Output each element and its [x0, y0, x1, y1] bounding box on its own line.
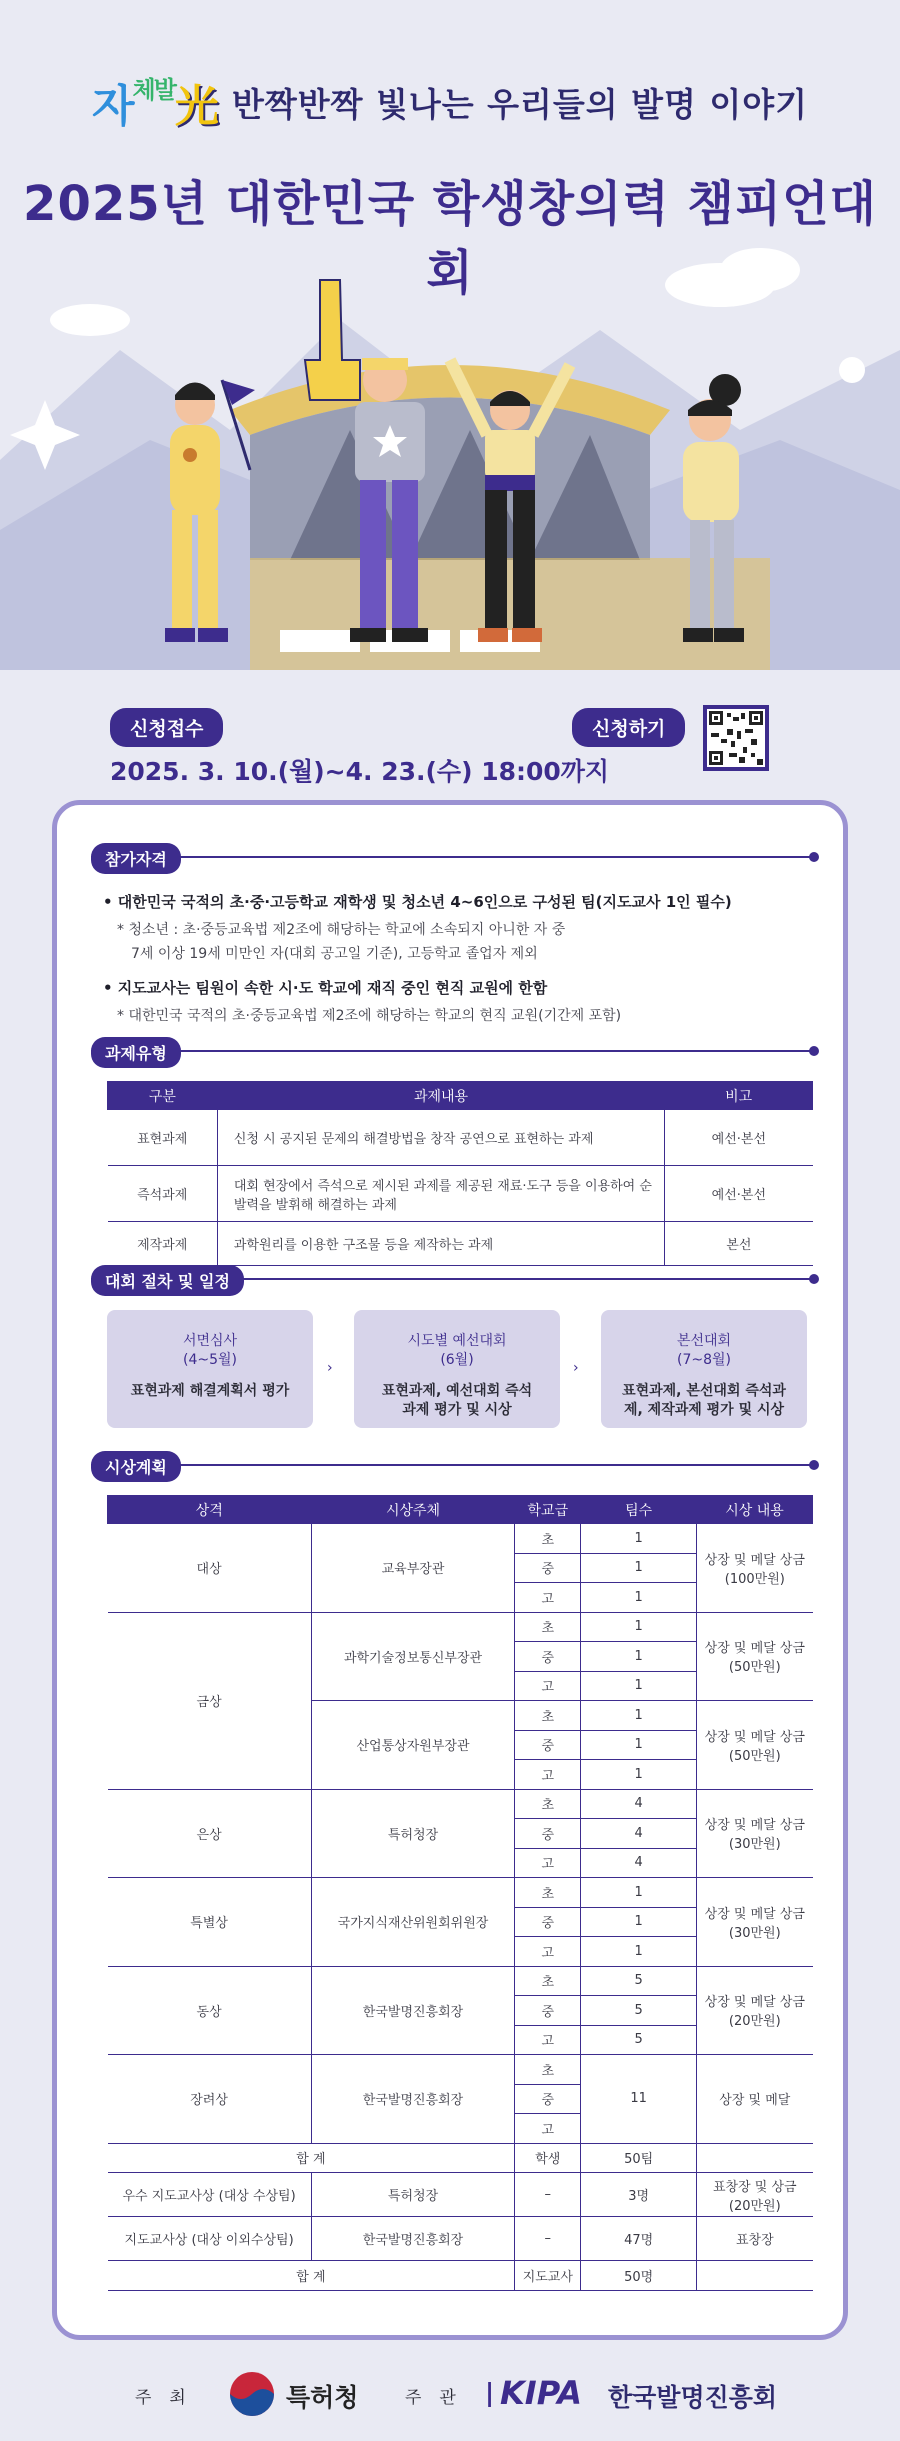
table-row: 장려상 한국발명진흥회장 초 11 상장 및 메달 — [108, 2055, 813, 2085]
process-step: 본선대회 (7~8월) 표현과제, 본선대회 즉석과제, 제작과제 평가 및 시상 — [601, 1310, 807, 1428]
page-title: 2025년 대한민국 학생창의력 챔피언대회 — [23, 176, 877, 301]
section-process — [91, 1265, 819, 1293]
apply-button[interactable]: 신청하기 — [572, 708, 685, 747]
table-row: 대상 교육부장관 초 1 상장 및 메달 상금(100만원) — [108, 1524, 813, 1554]
table-row: 동상 한국발명진흥회장 초 5 상장 및 메달 상금(20만원) — [108, 1966, 813, 1996]
process-step: 시도별 예선대회 (6월) 표현과제, 예선대회 즉석과제 평가 및 시상 — [354, 1310, 560, 1428]
table-row: 중 4 — [108, 1819, 813, 1849]
table-row: 고 1 — [108, 1583, 813, 1613]
eligibility-note: 7세 이상 19세 미만인 자(대회 공고일 기준), 고등학교 졸업자 제외 — [131, 946, 538, 962]
application-period: 2025. 3. 10.(월)~4. 23.(수) 18:00까지 — [110, 757, 610, 786]
host-name: 특허청 — [286, 2383, 359, 2412]
table-row: 즉석과제 대회 현장에서 즉석으로 제시된 과제를 제공된 재료·도구 등을 이용하여 순발력을 발휘해 해결하는 과제 예선·본선 — [108, 1166, 813, 1222]
section-title: 참가자격 — [91, 843, 181, 874]
apply-band — [0, 690, 900, 795]
table-row: 표현과제 신청 시 공지된 문제의 해결방법을 창작 공연으로 표현하는 과제 예선·본선 — [108, 1110, 813, 1166]
qr-code-icon[interactable] — [703, 705, 769, 771]
hero-banner — [0, 0, 900, 690]
subtitle: 반짝반짝 빛나는 우리들의 발명 이야기 — [231, 84, 808, 124]
table-header: 구분 — [108, 1082, 218, 1110]
organizer-name: 한국발명진흥회 — [608, 2383, 778, 2412]
eligibility-item: • 지도교사는 팀원이 속한 시·도 학교에 재직 중인 현직 교원에 한함 — [103, 979, 548, 997]
table-row: 합 계 지도교사 50명 — [108, 2261, 813, 2291]
table-row: 금상 과학기술정보통신부장관 초 1 상장 및 메달 상금(50만원) — [108, 1612, 813, 1642]
task-table — [107, 1081, 813, 1266]
table-row: 중 1 — [108, 1730, 813, 1760]
table-row: 고 5 — [108, 2025, 813, 2055]
table-header: 과제내용 — [217, 1082, 664, 1110]
table-row: 산업통상자원부장관 초 1 상장 및 메달 상금(50만원) — [108, 1701, 813, 1731]
table-row: 합 계 학생 50팀 — [108, 2143, 813, 2173]
table-row: 은상 특허청장 초 4 상장 및 메달 상금(30만원) — [108, 1789, 813, 1819]
awards-table — [107, 1495, 813, 2291]
footer — [0, 2340, 900, 2441]
divider: | — [485, 2378, 495, 2407]
section-tasks — [91, 1037, 819, 1065]
process-steps — [107, 1310, 807, 1428]
dot-icon — [809, 1046, 819, 1056]
dot-icon — [809, 852, 819, 862]
table-row: 중 1 — [108, 1553, 813, 1583]
section-title: 대회 절차 및 일정 — [91, 1265, 244, 1296]
table-row: 고 1 — [108, 1760, 813, 1790]
chevron-right-icon: › — [327, 1360, 333, 1376]
table-row: 특별상 국가지식재산위원회위원장 초 1 상장 및 메달 상금(30만원) — [108, 1878, 813, 1908]
table-header: 비고 — [665, 1082, 813, 1110]
kipa-logo: KIPA — [500, 2374, 582, 2412]
table-header: 상격 — [108, 1496, 312, 1524]
table-row: 고 — [108, 2114, 813, 2144]
info-card — [52, 800, 848, 2340]
table-row: 지도교사상 (대상 이외수상팀) 한국발명진흥회장 – 47명 표창장 — [108, 2217, 813, 2261]
section-eligibility — [91, 843, 819, 871]
chevron-right-icon: › — [573, 1360, 579, 1376]
hero-illustration — [0, 230, 900, 690]
table-header: 팀수 — [581, 1496, 697, 1524]
dot-icon — [809, 1460, 819, 1470]
government-emblem-icon — [228, 2370, 276, 2418]
table-row: 고 1 — [108, 1671, 813, 1701]
dot-icon — [809, 1274, 819, 1284]
section-awards — [91, 1451, 819, 1479]
eligibility-item: • 대한민국 국적의 초·중·고등학교 재학생 및 청소년 4~6인으로 구성된 팀(지도교사 1인 필수) — [103, 893, 732, 911]
table-row: 고 4 — [108, 1848, 813, 1878]
table-row: 고 1 — [108, 1937, 813, 1967]
table-row: 제작과제 과학원리를 이용한 구조물 등을 제작하는 과제 본선 — [108, 1222, 813, 1266]
table-header: 시상주체 — [311, 1496, 515, 1524]
subtitle-row — [0, 70, 900, 134]
organizer-label: 주관 — [405, 2388, 474, 2408]
table-row: 중 1 — [108, 1642, 813, 1672]
process-step: 서면심사 (4~5월) 표현과제 해결계획서 평가 — [107, 1310, 313, 1428]
table-header: 학교급 — [515, 1496, 581, 1524]
table-header: 시상 내용 — [697, 1496, 813, 1524]
eligibility-note: * 청소년 : 초·중등교육법 제2조에 해당하는 학교에 소속되지 아니한 자 중 — [117, 922, 566, 938]
host-label: 주최 — [135, 2388, 204, 2408]
table-row: 우수 지도교사상 (대상 수상팀) 특허청장 – 3명 표창장 및 상금(20만원) — [108, 2173, 813, 2217]
application-period-label: 신청접수 — [110, 708, 223, 747]
section-title: 시상계획 — [91, 1451, 181, 1482]
eligibility-note: * 대한민국 국적의 초·중등교육법 제2조에 해당하는 학교의 현직 교원(기간제 포함) — [117, 1008, 622, 1024]
table-row: 중 — [108, 2084, 813, 2114]
event-logo: 자$^{체발}$光 — [92, 76, 217, 132]
table-row: 중 5 — [108, 1996, 813, 2026]
table-row: 중 1 — [108, 1907, 813, 1937]
section-title: 과제유형 — [91, 1037, 181, 1068]
